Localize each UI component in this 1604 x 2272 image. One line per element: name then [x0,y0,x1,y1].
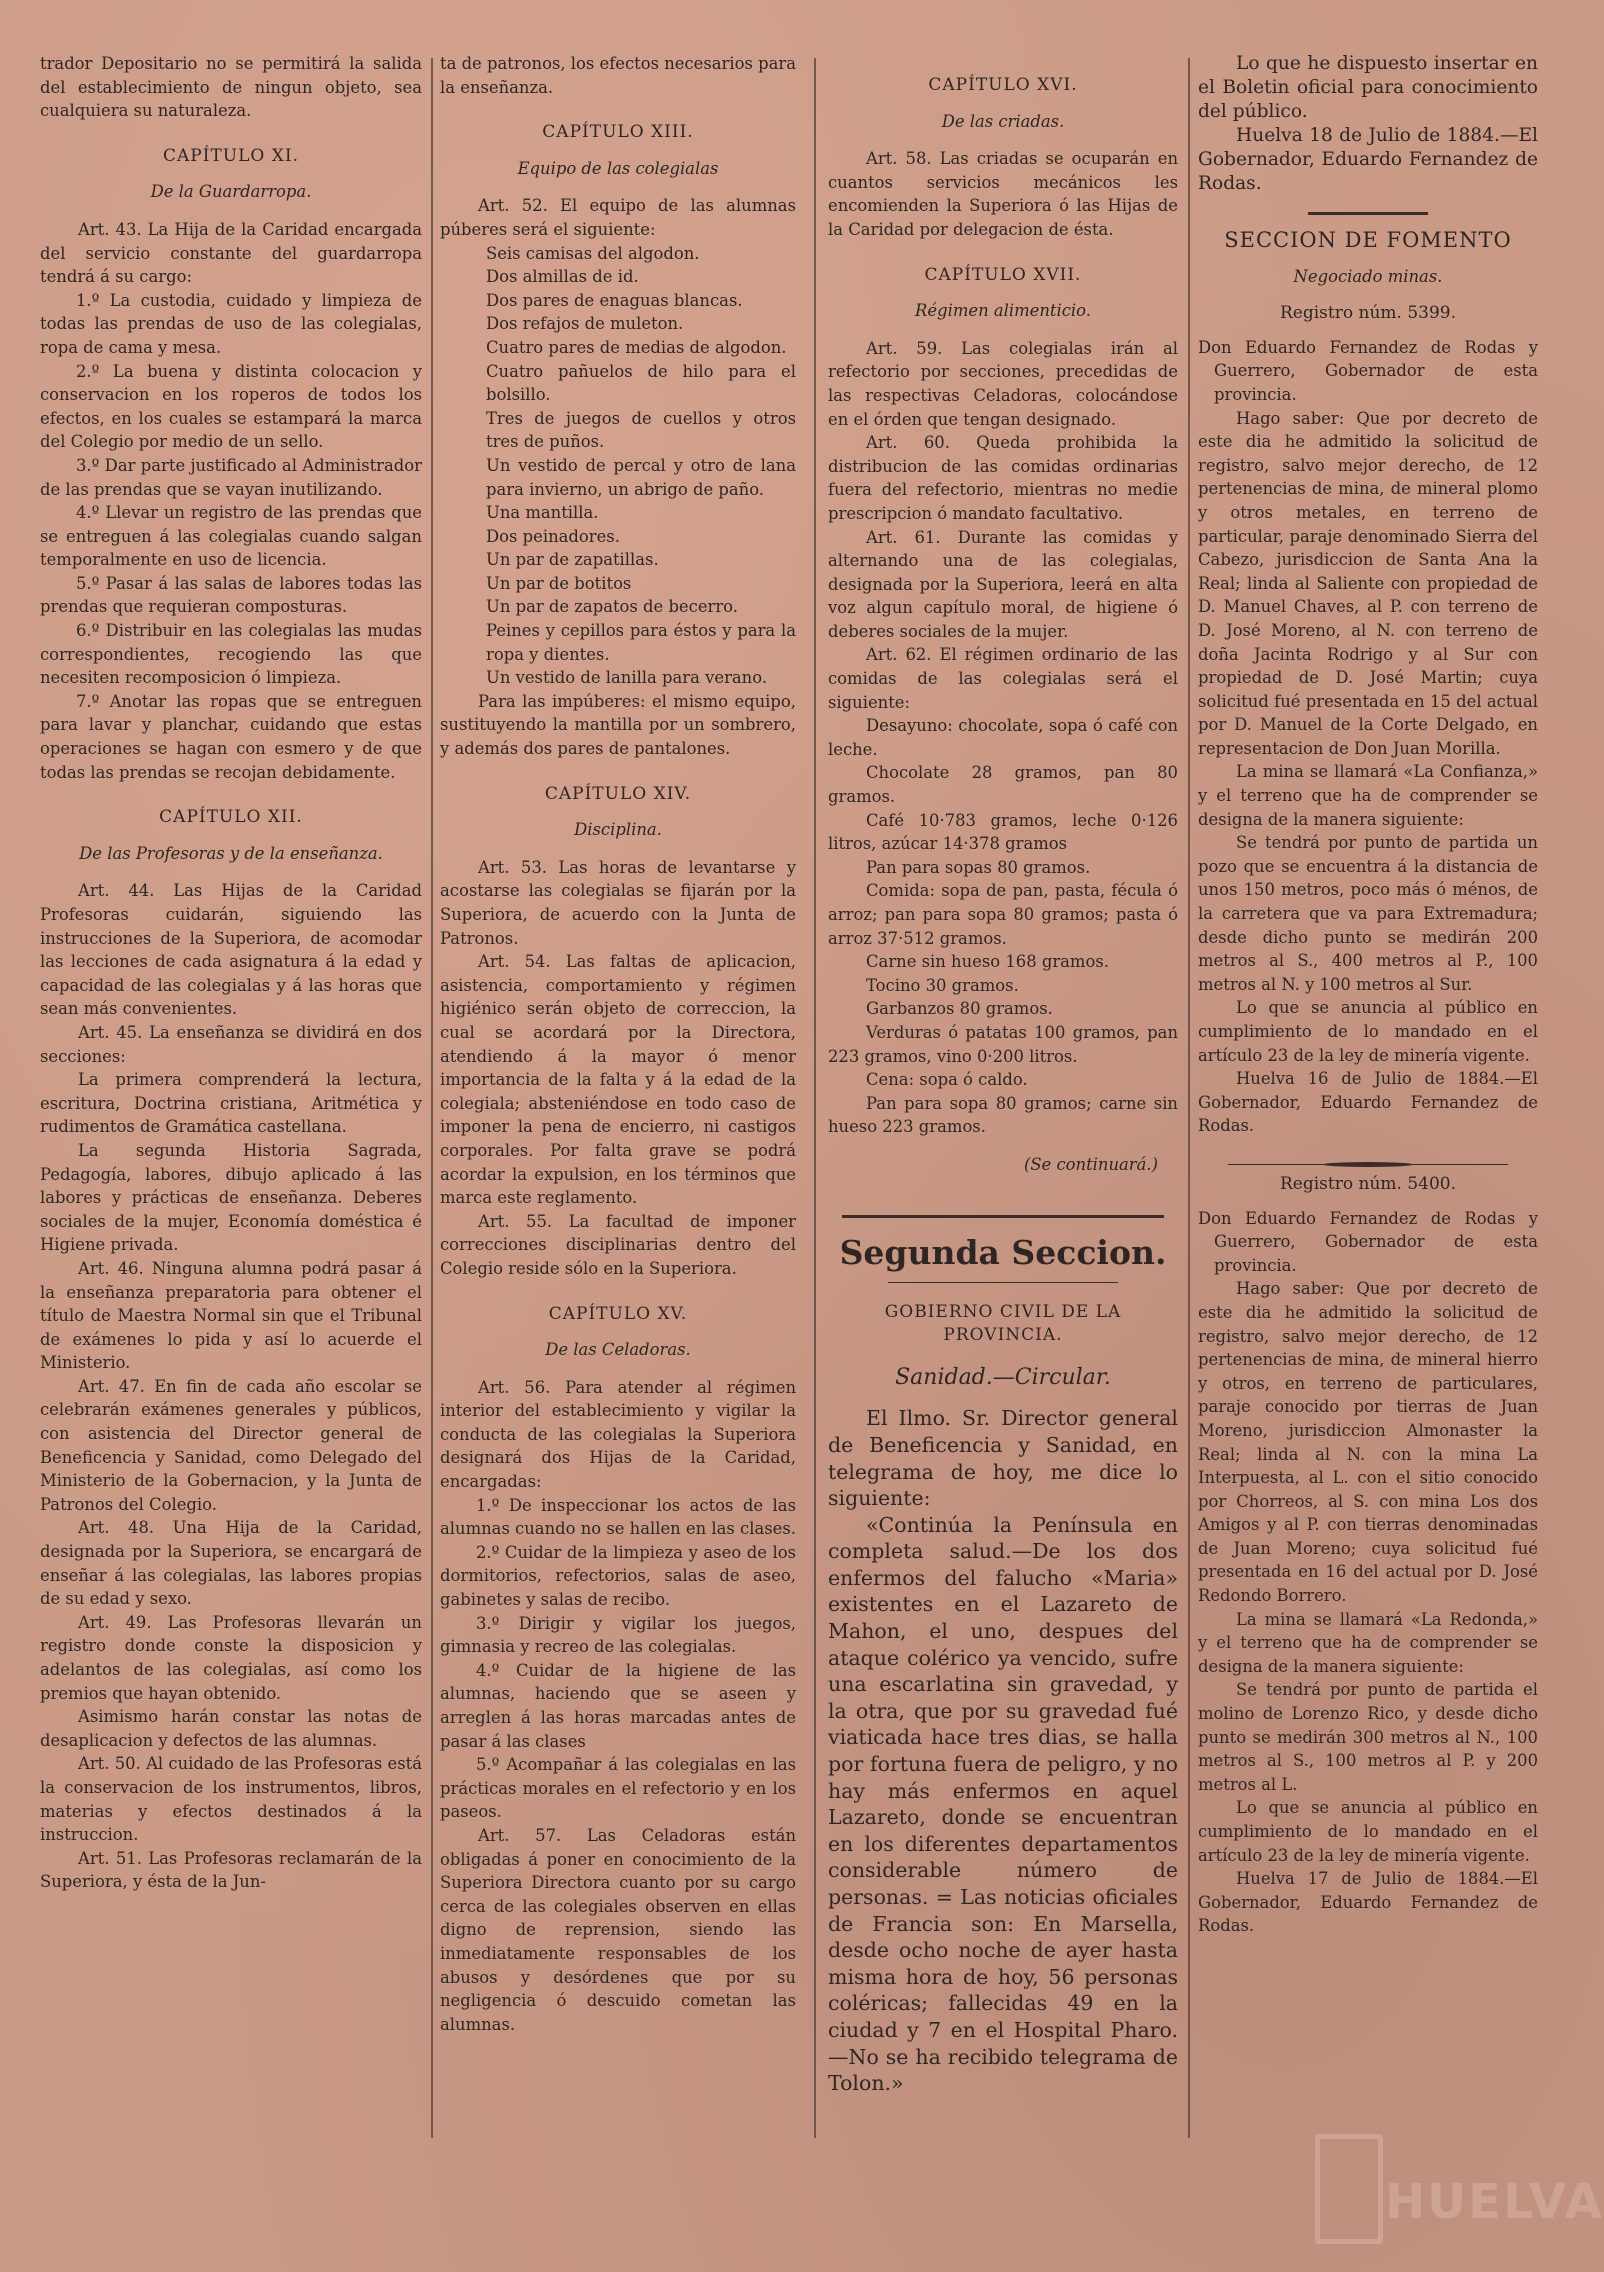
paragraph: Para las impúberes: el mismo equipo, sustituyendo la mantilla por un sombrero, y además dos pares de pantalones. [440,691,796,759]
paragraph: Art. 59. Las colegialas irán al refectorio por secciones, precedidas de las respectivas Celadoras, colocándose en el órden que tengan designado. [828,338,1178,429]
paragraph: Lo que se anuncia al público en cumplimiento de lo mandado en el artículo 23 de la ley de minería vigente. [1198,1798,1538,1865]
paragraph: Art. 45. La enseñanza se dividirá en dos secciones: [40,1022,422,1066]
paragraph: 5.º Acompañar á las colegialas en las prácticas morales en el refectorio y en los paseos. [440,1755,796,1822]
watermark-line2: HUELVA [1385,2174,1604,2230]
list-item: Una mantilla. [486,503,599,523]
paragraph: Art. 52. El equipo de las alumnas púberes será el siguiente: [440,196,796,239]
paragraph: Art. 47. En fin de cada año escolar se celebrarán exámenes generales y públicos, con asistencia del Director general de Beneficencia y Sanidad, como Delegado del Ministerio de la Gobernacion, y la Junta de Patronos del Colegio. [40,1376,422,1514]
paragraph: Don Eduardo Fernandez de Rodas y Guerrero, Gobernador de esta provincia. [1198,337,1538,404]
chapter-heading: CAPÍTULO XII. [159,807,303,828]
list-item: Un vestido de lanilla para verano. [486,668,768,688]
paragraph: Art. 57. Las Celadoras están obligadas á poner en conocimiento de la Superiora Directora cuanto por su cargo cerca de las colegiales observen en ellas digno de reprension, siendo las inmediatamente responsables de los abusos y desórdenes que por su negligencia ó descuido cometan las alumnas. [440,1825,796,2034]
list-item: Dos pares de enaguas blancas. [486,290,743,310]
paragraph: Chocolate 28 gramos, pan 80 gramos. [828,763,1178,807]
paragraph: Art. 50. Al cuidado de las Profesoras está la conservacion de los instrumentos, libros, materias y efectos destinados á la instruccion. [40,1754,422,1845]
paragraph: Art. 51. Las Profesoras reclamarán de la Superiora, y ésta de la Jun- [40,1848,422,1892]
column-3 [828,52,1178,2097]
subheading: De las criadas. [941,111,1065,131]
list-item: Seis camisas del algodon. [486,243,700,263]
paragraph: Se tendrá por punto de partida un pozo que se encuentra á la distancia de unos 150 metros, poco más ó ménos, de la carretera que va para Extremadura; desde dicho punto se medirán 200 metros al S., 400 metros al P., 100 metros al N. y 100 metros al Sur. [1198,833,1538,994]
list-item: Cuatro pañuelos de hilo para el bolsillo. [486,361,796,405]
list-item: Un vestido de percal y otro de lana para invierno, un abrigo de paño. [486,455,796,499]
paragraph: 2.º Cuidar de la limpieza y aseo de los dormitorios, refectorios, salas de aseo, gabinetes y salas de recibo. [440,1542,796,1610]
registry-heading: Registro núm. 5400. [1280,1173,1456,1194]
circular-heading: Sanidad.—Circular. [895,1364,1111,1390]
paragraph: Carne sin hueso 168 gramos. [866,952,1109,972]
paragraph: 3.º Dar parte justificado al Administrador de las prendas que se vayan inutilizando. [40,455,422,499]
paragraph: ta de patronos, los efectos necesarios para la enseñanza. [440,54,796,97]
paragraph: Asimismo harán constar las notas de desaplicacion y defectos de las alumnas. [40,1707,422,1750]
paragraph: Hago saber: Que por decreto de este dia he admitido la solicitud de registro, salvo mejor derecho, de 12 pertenencias de mina, de mineral hierro y otros, en terreno de particulares, paraje conocido por tierras de Juan Moreno, jurisdiccion Almonaster la Real; linda al N. con la mina La Interpuesta, al L. con el sitio conocido por Chorreos, al S. con mina Los dos Amigos y al P. con tierras denominadas de Juan Moreno; cuya solicitud fué presentada en 16 del actual por D. José Redondo Borrero. [1198,1279,1538,1606]
paragraph: 4.º Cuidar de la higiene de las alumnas, haciendo que se aseen y arreglen á las horas marcadas antes de pasar á las clases [440,1660,796,1751]
paragraph: Art. 48. Una Hija de la Caridad, designada por la Superiora, se encargará de enseñar á las colegialas, las labores propias de su edad y sexo. [40,1518,422,1609]
paragraph: Verduras ó patatas 100 gramos, pan 223 gramos, vino 0·200 litros. [828,1022,1178,1066]
paragraph: Café 10·783 gramos, leche 0·126 litros, azúcar 14·378 gramos [828,810,1178,854]
chapter-heading: CAPÍTULO XV. [548,1303,688,1324]
paragraph: Lo que he dispuesto insertar en el Boletin oficial para conocimiento del público. [1198,53,1538,122]
divider [1308,212,1428,215]
paragraph: Desayuno: chocolate, sopa ó café con leche. [828,716,1178,759]
chapter-heading: CAPÍTULO XIII. [542,122,694,143]
paragraph: 7.º Anotar las ropas que se entreguen para lavar y planchar, cuidando que estas operaciones se hagan con esmero y de que todas las prendas se recojan debidamente. [40,691,422,782]
paragraph: Art. 61. Durante las comidas y alternando una de las colegialas, designada por la Superiora, leerá en alta voz algun capítulo moral, de higiene ó deberes sociales de la mujer. [828,527,1178,641]
paragraph: Huelva 16 de Julio de 1884.—El Gobernador, Eduardo Fernandez de Rodas. [1198,1069,1538,1136]
subheading: Disciplina. [574,820,662,840]
subheading: Negociado minas. [1293,266,1443,286]
paragraph: Tocino 30 gramos. [866,975,1019,995]
paragraph: 2.º La buena y distinta colocacion y conservacion en los roperos de todos los efectos, en los cuales se estampará la marca del Colegio por medio de un sello. [40,361,422,452]
paragraph: 1.º La custodia, cuidado y limpieza de todas las prendas de uso de las colegialas, ropa de cama y mesa. [40,290,422,357]
list-item: Un par de zapatos de becerro. [486,597,738,617]
divider [842,1215,1164,1218]
subheading: De las Celadoras. [545,1340,691,1360]
divider [1228,1164,1508,1165]
paragraph: Art. 49. Las Profesoras llevarán un registro donde conste la disposicion y adelantos de las colegialas, así como los premios que hayan obtenido. [40,1612,422,1703]
paragraph: 5.º Pasar á las salas de labores todas las prendas que requieran composturas. [40,573,422,617]
section-heading: SECCION DE FOMENTO [1224,228,1512,252]
column-rule [814,58,816,2138]
paragraph: La segunda Historia Sagrada, Pedagogía, labores, dibujo aplicado á las labores y prácticas de enseñanza. Deberes sociales de la mujer, Economía doméstica é Higiene privada. [40,1140,422,1255]
paragraph: La primera comprenderá la lectura, escritura, Doctrina cristiana, Aritmética y rudimentos de Gramática castellana. [40,1070,422,1137]
subheading: De la Guardarropa. [150,182,312,202]
paragraph: trador Depositario no se permitirá la salida del establecimiento de ningun objeto, sea cualquiera su naturaleza. [40,54,422,121]
list-item: Un par de zapatillas. [486,550,659,570]
chapter-heading: CAPÍTULO XI. [163,145,299,166]
paragraph: Lo que se anuncia al público en cumplimiento de lo mandado en el artículo 23 de la ley de minería vigente. [1198,998,1538,1065]
paragraph: Art. 54. Las faltas de aplicacion, asistencia, comportamiento y régimen higiénico serán objeto de correccion, la cual se acordará por la Directora, atendiendo á la mayor ó menor importancia de la falta y á la edad de la colegiala; absteniéndose en todo caso de imponer la pena de encierro, ni castigos corporales. Por falta grave se podrá acordar la expulsion, en los términos que marca este reglamento. [440,952,796,1208]
column-1 [40,52,422,1894]
paragraph: 4.º Llevar un registro de las prendas que se entreguen á las colegialas cuando salgan temporalmente en uso de licencia. [40,503,422,570]
section-title: Segunda Seccion. [839,1232,1167,1272]
paragraph: Comida: sopa de pan, pasta, fécula ó arroz; pan para sopa 80 gramos; pasta ó arroz 37·512 gramos. [828,881,1178,948]
list-item: Dos refajos de muleton. [486,314,684,334]
paragraph: Pan para sopa 80 gramos; carne sin hueso 223 gramos. [828,1093,1178,1137]
section-subtitle: GOBIERNO CIVIL DE LA PROVINCIA. [884,1301,1122,1346]
paragraph: 3.º Dirigir y vigilar los juegos, gimnasia y recreo de las colegialas. [440,1613,796,1657]
column-2 [440,52,796,2036]
column-rule [1188,58,1190,2138]
list-item: Tres de juegos de cuellos y otros tres de puños. [486,408,796,452]
paragraph: Art. 62. El régimen ordinario de las comidas de las colegialas será el siguiente: [828,645,1178,712]
list-item: Cuatro pares de medias de algodon. [486,337,787,357]
paragraph: Art. 55. La facultad de imponer correcciones disciplinarias dentro del Colegio reside sólo en la Superiora. [440,1211,796,1278]
list-item: Dos peinadores. [486,526,620,546]
paragraph: Art. 46. Ninguna alumna podrá pasar á la enseñanza preparatoria para obtener el título de Maestra Normal sin que el Tribunal de exámenes lo pida y así lo acuerde el Ministerio. [40,1258,422,1373]
chapter-heading: CAPÍTULO XVI. [928,75,1078,95]
column-4 [1198,52,1538,1938]
subheading: Régimen alimenticio. [915,301,1091,321]
column-rule [431,58,433,2138]
paragraph: Art. 44. Las Hijas de la Caridad Profesoras cuidarán, siguiendo las instrucciones de la Superiora, de acomodar las lecciones de cada asignatura á la edad y capacidad de las colegialas y á las horas que sean más convenientes. [40,881,422,1019]
subheading: De las Profesoras y de la enseñanza. [79,843,383,863]
archive-logo-icon [1315,2134,1383,2244]
chapter-heading: CAPÍTULO XIV. [544,783,692,804]
paragraph: Pan para sopas 80 gramos. [866,857,1091,877]
continuation-note: (Se continuará.) [1023,1154,1158,1174]
subheading: Equipo de las colegialas [517,158,719,178]
paragraph: Huelva 18 de Julio de 1884.—El Gobernador, Eduardo Fernandez de Rodas. [1198,125,1538,194]
divider [888,1282,1118,1283]
registry-heading: Registro núm. 5399. [1280,303,1456,324]
archive-watermark [1315,2128,1604,2248]
paragraph: Garbanzos 80 gramos. [866,999,1053,1019]
paragraph: «Continúa la Península en completa salud.—De los dos enfermos del falucho «Maria» existentes en el Lazareto de Mahon, el uno, despues del ataque colérico ya vencido, sufre una escarlatina sin gravedad, y la otra, que por su gravedad fué viaticada hace tres dias, se halla por fortuna fuera de peligro, y no hay más enfermos en aquel Lazareto, donde se encuentran en los diferentes departamentos considerable número de personas. = Las noticias oficiales de Francia son: En Marsella, desde ocho noche de ayer hasta misma hora de hoy, 56 personas coléricas; fallecidas 49 en la ciudad y 7 en el Hospital Pharo.—No se ha recibido telegrama de Tolon.» [828,1512,1178,2096]
paragraph: Hago saber: Que por decreto de este dia he admitido la solicitud de registro, salvo mejor derecho, de 12 pertenencias de mina, de mineral plomo y otros metales, en terreno de particular, paraje denominado Sierra del Cabezo, jurisdiccion de Santa Ana la Real; linda al Saliente con propiedad de D. Manuel Chaves, al P. con terreno de D. José Moreno, al N. con terreno de doña Jacinta Rodrigo y al Sur con propiedad de D. José Martin; cuya solicitud fué presentada en 15 del actual por D. Manuel de la Corte Delgado, en representacion de Don Juan Morilla. [1198,408,1538,758]
paragraph: Cena: sopa ó caldo. [866,1070,1028,1090]
list-item: Peines y cepillos para éstos y para la ropa y dientes. [486,621,796,664]
paragraph: Art. 43. La Hija de la Caridad encargada del servicio constante del guardarropa tendrá á su cargo: [40,219,422,287]
paragraph: Se tendrá por punto de partida el molino de Lorenzo Rico, y desde dicho punto se medirán 300 metros al N., 100 metros al S., 100 metros al P. y 200 metros al L. [1198,1680,1538,1794]
paragraph: Huelva 17 de Julio de 1884.—El Gobernador, Eduardo Fernandez de Rodas. [1198,1869,1538,1936]
paragraph: Art. 60. Queda prohibida la distribucion de las comidas ordinarias fuera del refectorio, mientras no medie prescripcion ó mandato facultativo. [828,433,1178,523]
paragraph: Art. 58. Las criadas se ocuparán en cuantos servicios mecánicos les encomienden la Superiora ó las Hijas de la Caridad por delegacion de ésta. [828,149,1178,239]
paragraph: 1.º De inspeccionar los actos de las alumnas cuando no se hallen en las clases. [440,1495,796,1539]
paragraph: 6.º Distribuir en las colegialas las mudas correspondientes, recogiendo las que necesiten recomposicion ó limpieza. [40,621,422,688]
paragraph: El Ilmo. Sr. Director general de Beneficencia y Sanidad, en telegrama de hoy, me dice lo siguiente: [828,1406,1178,1511]
list-item: Un par de botitos [486,573,632,593]
paragraph: Art. 56. Para atender al régimen interior del establecimiento y vigilar la conducta de las colegialas la Superiora designará dos Hijas de la Caridad, encargadas: [440,1377,796,1492]
paragraph: Don Eduardo Fernandez de Rodas y Guerrero, Gobernador de esta provincia. [1198,1208,1538,1275]
paragraph: La mina se llamará «La Confianza,» y el terreno que ha de comprender se designa de la manera siguiente: [1198,762,1538,829]
list-item: Dos almillas de id. [486,267,639,287]
paragraph: La mina se llamará «La Redonda,» y el terreno que ha de comprender se designa de la manera siguiente: [1198,1609,1538,1676]
paragraph: Art. 53. Las horas de levantarse y acostarse las colegialas se fijarán por la Superiora, de acuerdo con la Junta de Patronos. [440,857,796,948]
chapter-heading: CAPÍTULO XVII. [924,264,1082,285]
equipment-list [440,242,796,690]
